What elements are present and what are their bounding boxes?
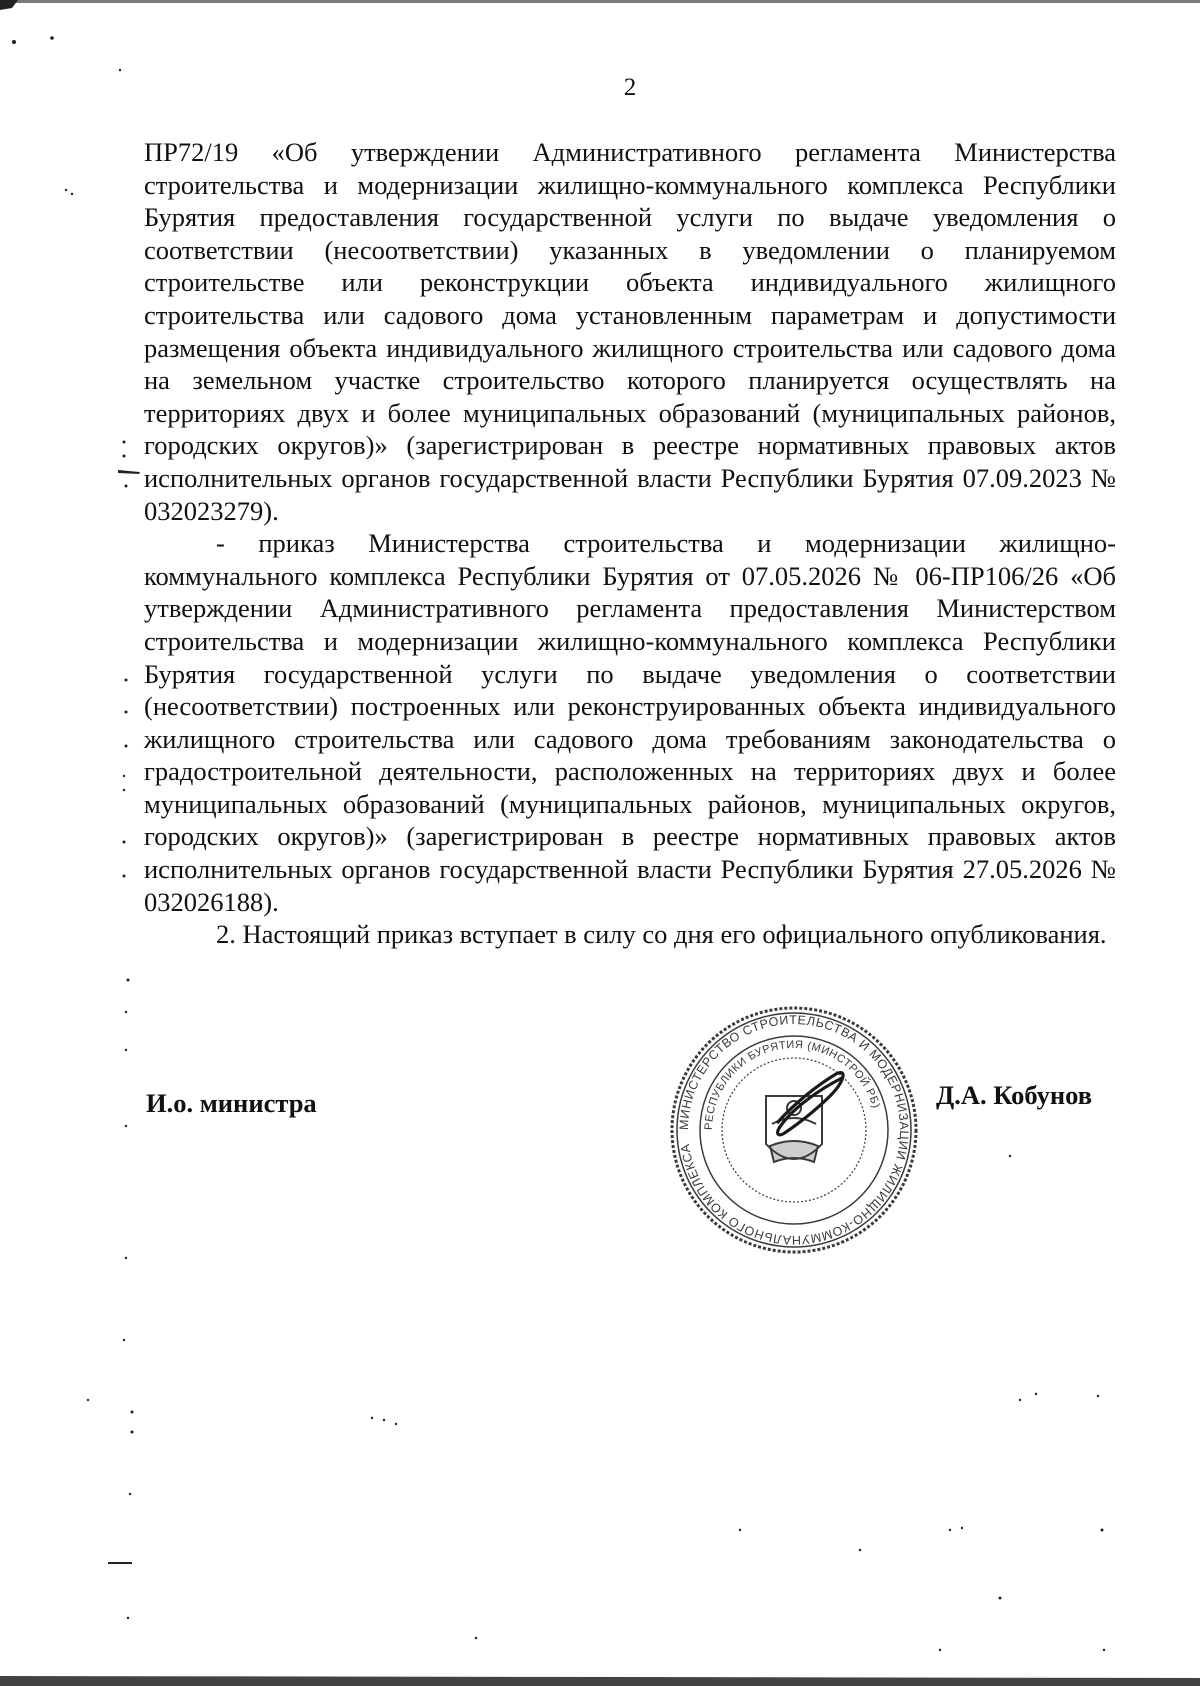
official-seal <box>666 1004 922 1256</box>
document-body <box>144 136 1116 951</box>
svg-text:РЕСПУБЛИКИ БУРЯТИЯ (МИНСТРОЙ Р <box>703 1039 882 1130</box>
seal-outer-text: МИНИСТЕРСТВО СТРОИТЕЛЬСТВА И МОДЕРНИЗАЦИИ ЖИЛИЩНО-КОММУНАЛЬНОГО КОМПЛЕКСА <box>676 1012 912 1248</box>
page-number: 2 <box>623 74 637 101</box>
paragraph-effective-date: 2. Настоящий приказ вступает в силу со дня его официального опубликования. <box>216 919 1107 950</box>
signatory-title: И.о. министра <box>146 1088 317 1118</box>
signatory-name: Д.А. Кобунов <box>936 1080 1093 1110</box>
paragraph-order-item: - приказ Министерства строительства и модернизации жилищно-коммунального комплекса Республики Бурятия от 07.05.2026 № 06-ПР106/26 «Об утверждении Административного регламента предоставления Министерством строительства и модернизации жилищно-коммунального комплекса Республики Бурятия государственной услуги по выдаче уведомления о соответствии (несоответствии) построенных или реконструированных объекта индивидуального жилищного строительства или садового дома требованиям законодательства о градостроительной деятельности, расположенных на территориях двух и более муниципальных образований (муниципальных районов, муниципальных округов, городских округов)» (зарегистрирован в реестре нормативных правовых актов исполнительных органов государственной власти Республики Бурятия 27.05.2026 № 032026188). <box>144 528 1116 917</box>
paragraph-continuation: ПР72/19 «Об утверждении Административного регламента Министерства строительства и модернизации жилищно-коммунального комплекса Республики Бурятия предоставления государственной услуги по выдаче уведомления о соответствии (несоответствии) указанных в уведомлении о планируемом строительстве или реконструкции объекта индивидуального жилищного строительства или садового дома установленным параметрам и допустимости размещения объекта индивидуального жилищного строительства или садового дома на земельном участке строительство которого планируется осуществлять на территориях двух и более муниципальных образований (муниципальных районов, городских округов)» (зарегистрирован в реестре нормативных правовых актов исполнительных органов государственной власти Республики Бурятия 07.09.2023 № 032023279). <box>144 137 1116 526</box>
seal-inner-text: РЕСПУБЛИКИ БУРЯТИЯ (МИНСТРОЙ РБ) <box>702 1038 882 1131</box>
